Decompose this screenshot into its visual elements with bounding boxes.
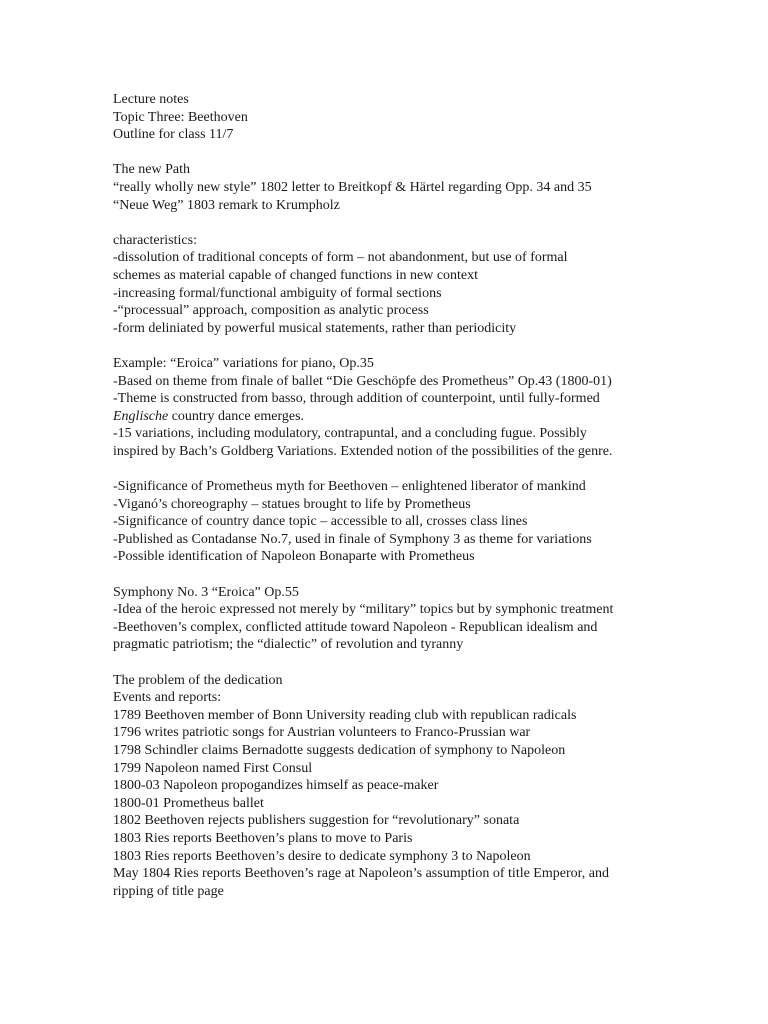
event-line: 1789 Beethoven member of Bonn University reading club with republican radicals [113, 707, 577, 723]
section-heading: characteristics: [113, 232, 197, 248]
text-line: -Significance of country dance topic – accessible to all, crosses class lines [113, 514, 528, 530]
event-line: 1803 Ries reports Beethoven’s plans to move to Paris [113, 830, 413, 846]
text-line: inspired by Bach’s Goldberg Variations. Extended notion of the possibilities of the genre. [113, 443, 613, 459]
text-line [113, 408, 713, 426]
event-line: ripping of title page [113, 883, 224, 899]
event-line: 1796 writes patriotic songs for Austrian volunteers to Franco-Prussian war [113, 725, 531, 741]
lecture-notes-page [113, 91, 713, 900]
text-line: -dissolution of traditional concepts of form – not abandonment, but use of formal [113, 250, 568, 266]
text-line: -Published as Contadanse No.7, used in finale of Symphony 3 as theme for variations [113, 531, 592, 547]
text-line: “really wholly new style” 1802 letter to Breitkopf & Härtel regarding Opp. 34 and 35 [113, 179, 592, 195]
prometheus-section [113, 478, 713, 566]
characteristics-section [113, 232, 713, 338]
event-line: 1802 Beethoven rejects publishers suggestion for “revolutionary” sonata [113, 813, 520, 829]
new-path-section [113, 161, 713, 214]
section-heading: Example: “Eroica” variations for piano, Op.35 [113, 355, 374, 371]
section-subheading: Events and reports: [113, 690, 222, 706]
text-line: “Neue Weg” 1803 remark to Krumpholz [113, 197, 340, 213]
text-line: -Beethoven’s complex, conflicted attitude toward Napoleon - Republican idealism and [113, 619, 598, 635]
spacer [113, 566, 713, 584]
text-line: schemes as material capable of changed functions in new context [113, 267, 479, 283]
event-line: 1798 Schindler claims Bernadotte suggests dedication of symphony to Napoleon [113, 742, 566, 758]
text-line: -Theme is constructed from basso, through addition of counterpoint, until fully-formed [113, 391, 600, 407]
spacer [113, 654, 713, 672]
dedication-section [113, 672, 713, 901]
text-line: pragmatic patriotism; the “dialectic” of revolution and tyranny [113, 637, 464, 653]
section-heading: The new Path [113, 162, 190, 178]
event-line: 1800-01 Prometheus ballet [113, 795, 264, 811]
text-line: -Possible identification of Napoleon Bonaparte with Prometheus [113, 549, 475, 565]
text-line: -Significance of Prometheus myth for Beethoven – enlightened liberator of mankind [113, 479, 586, 495]
class-outline-date: Outline for class 11/7 [113, 127, 234, 143]
text-line: -Idea of the heroic expressed not merely by “military” topics but by symphonic treatment [113, 602, 614, 618]
eroica-variations-section [113, 355, 713, 461]
section-heading: The problem of the dedication [113, 672, 283, 688]
italic-term: Englische [113, 408, 169, 424]
text-line: -increasing formal/functional ambiguity of formal sections [113, 285, 442, 301]
text-line: -“processual” approach, composition as analytic process [113, 303, 429, 319]
header-block [113, 91, 713, 144]
section-heading: Symphony No. 3 “Eroica” Op.55 [113, 584, 299, 600]
text-line: -Viganó’s choreography – statues brought to life by Prometheus [113, 496, 471, 512]
event-line: 1799 Napoleon named First Consul [113, 760, 313, 776]
text-fragment: country dance emerges. [168, 408, 305, 424]
doc-label: Lecture notes [113, 92, 189, 107]
spacer [113, 214, 713, 232]
event-line: May 1804 Ries reports Beethoven’s rage at Napoleon’s assumption of title Emperor, and [113, 866, 609, 882]
spacer [113, 337, 713, 355]
spacer [113, 460, 713, 478]
event-line: 1800-03 Napoleon propogandizes himself as peace-maker [113, 778, 439, 794]
spacer [113, 144, 713, 162]
text-line: -form deliniated by powerful musical statements, rather than periodicity [113, 320, 517, 336]
event-line: 1803 Ries reports Beethoven’s desire to dedicate symphony 3 to Napoleon [113, 848, 531, 864]
text-line: -Based on theme from finale of ballet “Die Geschöpfe des Prometheus” Op.43 (1800-01) [113, 373, 612, 389]
text-line: -15 variations, including modulatory, contrapuntal, and a concluding fugue. Possibly [113, 426, 587, 442]
symphony3-section [113, 584, 713, 654]
topic-title: Topic Three: Beethoven [113, 109, 248, 125]
